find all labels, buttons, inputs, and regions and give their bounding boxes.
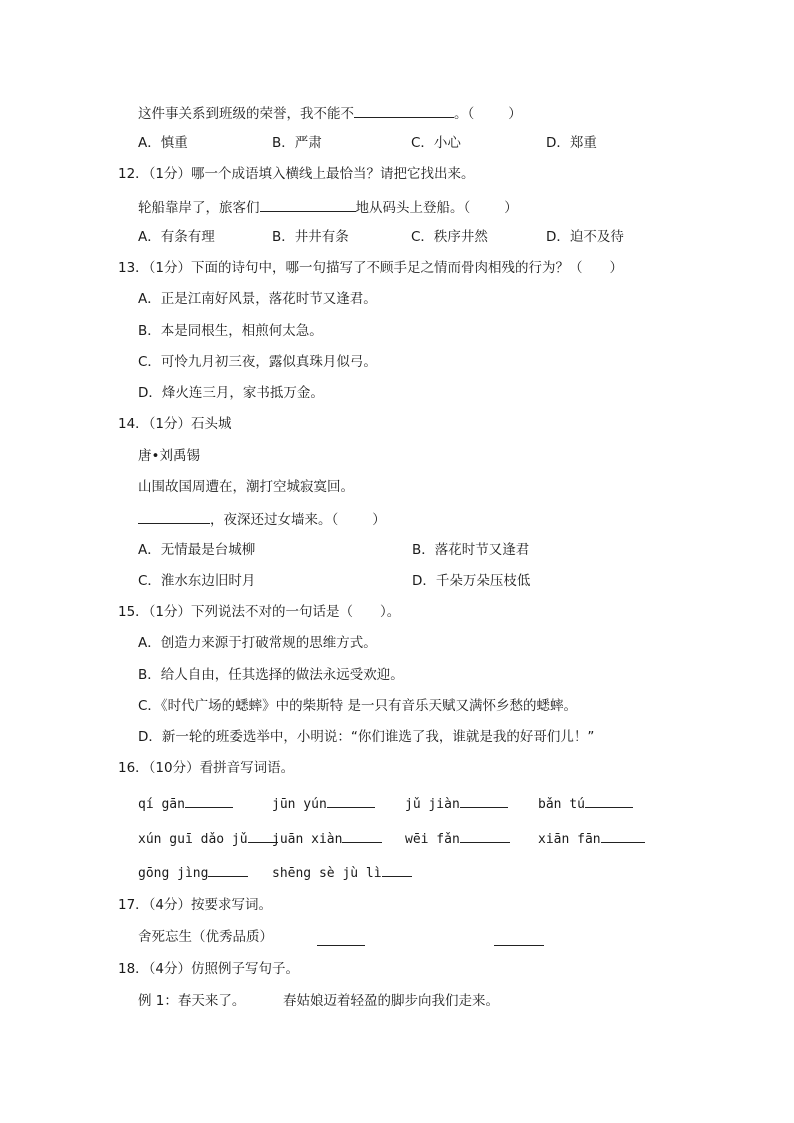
q15-option-c[interactable]: C．《时代广场的蟋蟀》中的柴斯特 是一只有音乐天赋又满怀乡愁的蟋蟀。 xyxy=(138,698,577,714)
q16-answer-blank[interactable] xyxy=(460,828,510,843)
q14-poem-line1: 山围故国周遭在，潮打空城寂寞回。 xyxy=(138,479,354,495)
q14-poem-line2 xyxy=(138,508,386,530)
q18-example-answer: 春姑娘迈着轻盈的脚步向我们走来。 xyxy=(283,993,499,1009)
q13-header: 13．（1分）下面的诗句中，哪一句描写了不顾手足之情而骨肉相残的行为？（ ） xyxy=(118,260,624,276)
q14-header: 14．（1分）石头城 xyxy=(118,416,232,432)
q12-stem-after: 地从码头上登船。（ xyxy=(355,200,471,216)
q15-header: 15．（1分）下列说法不对的一句话是（ ）。 xyxy=(118,604,401,620)
q12-option-d[interactable]: D．迫不及待 xyxy=(546,229,624,245)
q12-header: 12．（1分）哪一个成语填入横线上最恰当？请把它找出来。 xyxy=(118,166,475,182)
q16-pinyin-item xyxy=(272,828,382,850)
q14-author: 唐•刘禹锡 xyxy=(138,448,200,464)
q17-answer-blank-2[interactable] xyxy=(494,930,544,946)
q16-pinyin-item xyxy=(138,793,233,815)
q16-pinyin: xiān fān xyxy=(538,832,601,847)
q16-pinyin: shēng sè jù lì xyxy=(272,866,382,881)
q16-answer-blank[interactable] xyxy=(208,862,248,877)
q16-answer-blank[interactable] xyxy=(585,793,633,808)
q11-option-a[interactable]: A．慎重 xyxy=(138,135,188,151)
q16-answer-blank[interactable] xyxy=(185,793,233,808)
q18-example-label: 例 1：春天来了。 xyxy=(138,993,246,1009)
q11-stem xyxy=(138,102,522,124)
q11-paren-close: ） xyxy=(508,106,522,122)
q16-pinyin-item xyxy=(405,793,508,815)
q15-option-a[interactable]: A．创造力来源于打破常规的思维方式。 xyxy=(138,635,377,651)
q16-pinyin: qí gān xyxy=(138,797,185,812)
q16-pinyin-item xyxy=(138,862,248,884)
q14-option-b[interactable]: B．落花时节又逢君 xyxy=(412,542,530,558)
q17-answer-blank-1[interactable] xyxy=(317,930,365,946)
q16-answer-blank[interactable] xyxy=(460,793,508,808)
q12-option-c[interactable]: C．秩序井然 xyxy=(411,229,488,245)
q14-option-c[interactable]: C．淮水东边旧时月 xyxy=(138,573,256,589)
q16-pinyin: gōng jìng xyxy=(138,866,209,881)
q13-option-c[interactable]: C．可怜九月初三夜，露似真珠月似弓。 xyxy=(138,354,377,370)
q12-stem-before: 轮船靠岸了，旅客们 xyxy=(138,200,260,216)
q16-pinyin: wēi fǎn xyxy=(405,832,460,847)
q12-answer-blank[interactable] xyxy=(260,196,356,212)
q14-line2-after: ，夜深还过女墙来。（ xyxy=(210,512,339,528)
q16-pinyin: jǔ jiàn xyxy=(405,797,460,812)
q17-header: 17．（4分）按要求写词。 xyxy=(118,897,273,913)
q13-option-b[interactable]: B．本是同根生，相煎何太急。 xyxy=(138,323,323,339)
q16-pinyin-item xyxy=(538,793,633,815)
q16-pinyin-item xyxy=(405,828,510,850)
q11-option-d[interactable]: D．郑重 xyxy=(546,135,597,151)
q11-stem-after: 。（ xyxy=(454,106,475,122)
q13-option-d[interactable]: D．烽火连三月，家书抵万金。 xyxy=(138,385,324,401)
q16-answer-blank[interactable] xyxy=(601,828,645,843)
q16-pinyin-item xyxy=(272,862,412,884)
q16-pinyin: jūn yún xyxy=(272,797,327,812)
q12-option-b[interactable]: B．井井有条 xyxy=(272,229,349,245)
q16-pinyin: bǎn tú xyxy=(538,797,585,812)
q14-paren-close: ） xyxy=(372,512,386,528)
q16-answer-blank[interactable] xyxy=(327,793,375,808)
q14-answer-blank[interactable] xyxy=(138,508,210,524)
q12-paren-close: ） xyxy=(504,200,518,216)
q12-option-a[interactable]: A．有条有理 xyxy=(138,229,215,245)
q16-pinyin: xún guī dǎo jǔ xyxy=(138,832,248,847)
q14-option-a[interactable]: A．无情最是台城柳 xyxy=(138,542,256,558)
q16-pinyin-item xyxy=(138,828,278,850)
q11-option-c[interactable]: C．小心 xyxy=(411,135,461,151)
q16-pinyin: juān xiàn xyxy=(272,832,343,847)
q14-option-d[interactable]: D．千朵万朵压枝低 xyxy=(412,573,531,589)
q16-header: 16．（10分）看拼音写词语。 xyxy=(118,760,295,776)
q11-option-b[interactable]: B．严肃 xyxy=(272,135,322,151)
q17-prompt: 舍死忘生（优秀品质） xyxy=(138,929,273,945)
q15-option-d[interactable]: D．新一轮的班委选举中，小明说：“你们谁选了我，谁就是我的好哥们儿！” xyxy=(138,729,595,745)
q16-answer-blank[interactable] xyxy=(342,828,382,843)
q16-answer-blank[interactable] xyxy=(382,862,412,877)
q11-stem-before: 这件事关系到班级的荣誉，我不能不 xyxy=(138,106,354,122)
q13-option-a[interactable]: A．正是江南好风景，落花时节又逢君。 xyxy=(138,291,377,307)
q11-answer-blank[interactable] xyxy=(354,102,454,118)
q16-pinyin-item xyxy=(538,828,645,850)
q15-option-b[interactable]: B．给人自由，任其选择的做法永远受欢迎。 xyxy=(138,667,404,683)
q16-pinyin-item xyxy=(272,793,375,815)
q12-stem xyxy=(138,196,518,218)
q18-header: 18．（4分）仿照例子写句子。 xyxy=(118,961,300,977)
